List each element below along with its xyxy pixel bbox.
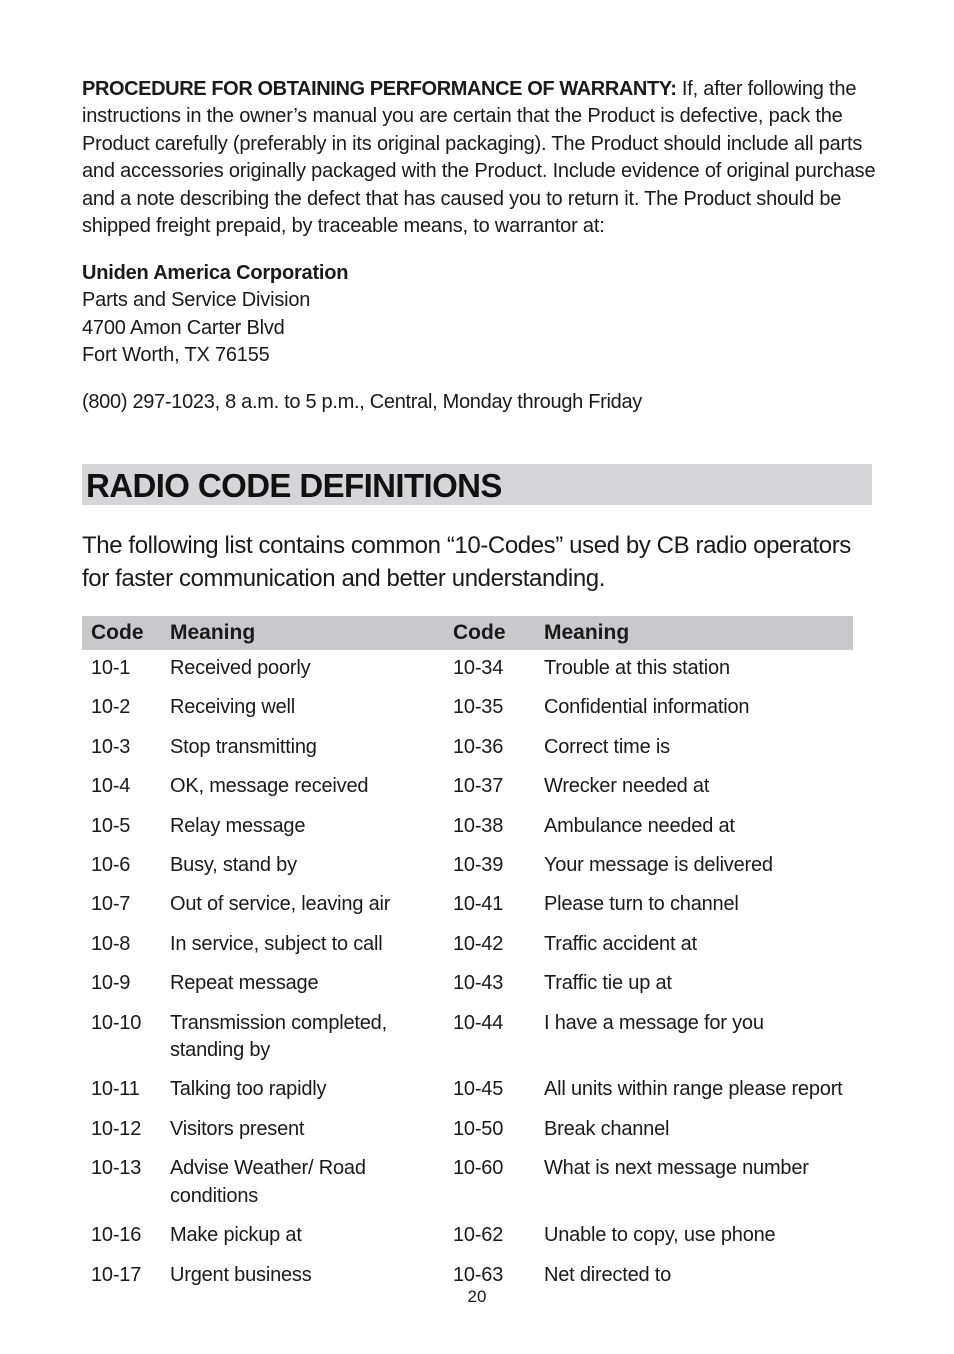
table-row — [82, 925, 853, 964]
meaning-cell: Talking too rapidly — [170, 1078, 327, 1101]
header-meaning-left: Meaning — [170, 621, 256, 644]
meaning-cell: I have a message for you — [544, 1011, 764, 1034]
warranty-procedure-text: If, after following the instructions in the owner’s manual you are certain that the Product is defective, pack the Product carefully (preferably in its original packaging). The Product should include all parts and accessories originally packaged with the Product. Include evidence of original purchase and a note describing the defect that has caused you to return it. The Product should be shipped freight prepaid, by traceable means, to warrantor at: — [82, 78, 876, 238]
code-cell: 10-41 — [453, 893, 504, 916]
meaning-cell: Out of service, leaving air — [170, 893, 391, 916]
code-cell: 10-1 — [91, 657, 131, 679]
code-cell: 10-6 — [91, 854, 131, 877]
warranty-procedure-paragraph — [82, 76, 882, 240]
code-cell: 10-17 — [91, 1263, 142, 1286]
meaning-cell: Transmission completed, standing by — [170, 1011, 387, 1062]
header-code-right: Code — [453, 621, 506, 644]
meaning-cell: Traffic accident at — [544, 932, 697, 955]
code-cell: 10-36 — [453, 735, 504, 758]
code-cell: 10-9 — [91, 972, 131, 995]
meaning-cell: OK, message received — [170, 775, 369, 798]
code-cell: 10-2 — [91, 696, 131, 719]
table-row — [82, 885, 853, 924]
meaning-cell: Correct time is — [544, 735, 670, 758]
table-row — [82, 807, 853, 846]
table-row — [82, 964, 853, 1003]
division-name: Parts and Service Division — [82, 289, 311, 312]
meaning-cell: Please turn to channel — [544, 893, 739, 916]
meaning-cell: Advise Weather/ Road conditions — [170, 1157, 366, 1207]
code-cell: 10-13 — [91, 1157, 142, 1180]
table-row — [82, 767, 853, 806]
meaning-cell: In service, subject to call — [170, 932, 383, 955]
table-row — [82, 1216, 853, 1255]
code-cell: 10-34 — [453, 657, 504, 679]
company-name: Uniden America Corporation — [82, 262, 349, 284]
section-title: RADIO CODE DEFINITIONS — [86, 467, 502, 504]
street-address: 4700 Amon Carter Blvd — [82, 316, 285, 339]
meaning-cell: Break channel — [544, 1117, 670, 1140]
meaning-cell: Visitors present — [170, 1117, 305, 1140]
code-cell: 10-12 — [91, 1117, 142, 1140]
code-cell: 10-11 — [91, 1078, 140, 1101]
meaning-cell: Confidential information — [544, 696, 750, 719]
code-cell: 10-35 — [453, 696, 504, 719]
meaning-cell: Relay message — [170, 814, 306, 837]
table-row — [82, 846, 853, 885]
header-code-left: Code — [91, 621, 144, 644]
code-cell: 10-37 — [453, 775, 504, 798]
code-cell: 10-3 — [91, 735, 131, 758]
code-cell: 10-62 — [453, 1224, 504, 1247]
meaning-cell: Make pickup at — [170, 1224, 302, 1247]
section-heading-bar — [82, 464, 872, 505]
warranty-procedure-heading: PROCEDURE FOR OBTAINING PERFORMANCE OF WARRANTY: — [82, 78, 677, 100]
table-row — [82, 1004, 853, 1071]
section-intro: The following list contains common “10-Codes” used by CB radio operators for faster communication and better understanding. — [82, 532, 851, 592]
code-cell: 10-7 — [91, 893, 131, 916]
code-cell: 10-8 — [91, 932, 131, 955]
table-row — [82, 688, 853, 727]
table-row — [82, 1149, 853, 1216]
code-cell: 10-63 — [453, 1263, 504, 1286]
code-cell: 10-45 — [453, 1078, 504, 1101]
code-cell: 10-44 — [453, 1011, 504, 1034]
header-meaning-right: Meaning — [544, 621, 630, 644]
phone-and-hours: (800) 297-1023, 8 a.m. to 5 p.m., Central, Monday through Friday — [82, 391, 642, 413]
meaning-cell: Net directed to — [544, 1263, 672, 1286]
code-cell: 10-5 — [91, 814, 131, 837]
meaning-cell: Wrecker needed at — [544, 775, 710, 798]
code-cell: 10-4 — [91, 775, 131, 798]
meaning-cell: All units within range please report — [544, 1078, 843, 1101]
code-cell: 10-60 — [453, 1157, 504, 1180]
meaning-cell: Urgent business — [170, 1263, 312, 1286]
code-cell: 10-43 — [453, 972, 504, 995]
table-row — [82, 1110, 853, 1149]
meaning-cell: Traffic tie up at — [544, 972, 672, 995]
page-number: 20 — [467, 1287, 487, 1306]
meaning-cell: Busy, stand by — [170, 854, 297, 877]
meaning-cell: Received poorly — [170, 657, 311, 679]
city-state-zip: Fort Worth, TX 76155 — [82, 344, 270, 367]
meaning-cell: Unable to copy, use phone — [544, 1224, 776, 1247]
table-header-row — [82, 616, 853, 650]
meaning-cell: Receiving well — [170, 696, 296, 719]
meaning-cell: What is next message number — [544, 1157, 809, 1180]
code-cell: 10-42 — [453, 932, 504, 955]
code-cell: 10-38 — [453, 814, 504, 837]
code-cell: 10-39 — [453, 854, 504, 877]
meaning-cell: Stop transmitting — [170, 735, 317, 758]
meaning-cell: Your message is delivered — [544, 854, 773, 877]
warrantor-address — [82, 260, 348, 370]
meaning-cell: Trouble at this station — [544, 657, 730, 679]
meaning-cell: Repeat message — [170, 972, 319, 995]
table-row — [82, 650, 853, 688]
code-cell: 10-16 — [91, 1224, 142, 1247]
code-cell: 10-50 — [453, 1117, 504, 1140]
radio-codes-table — [82, 616, 853, 1295]
table-row — [82, 728, 853, 767]
table-row — [82, 1070, 853, 1109]
code-cell: 10-10 — [91, 1011, 142, 1034]
meaning-cell: Ambulance needed at — [544, 814, 735, 837]
